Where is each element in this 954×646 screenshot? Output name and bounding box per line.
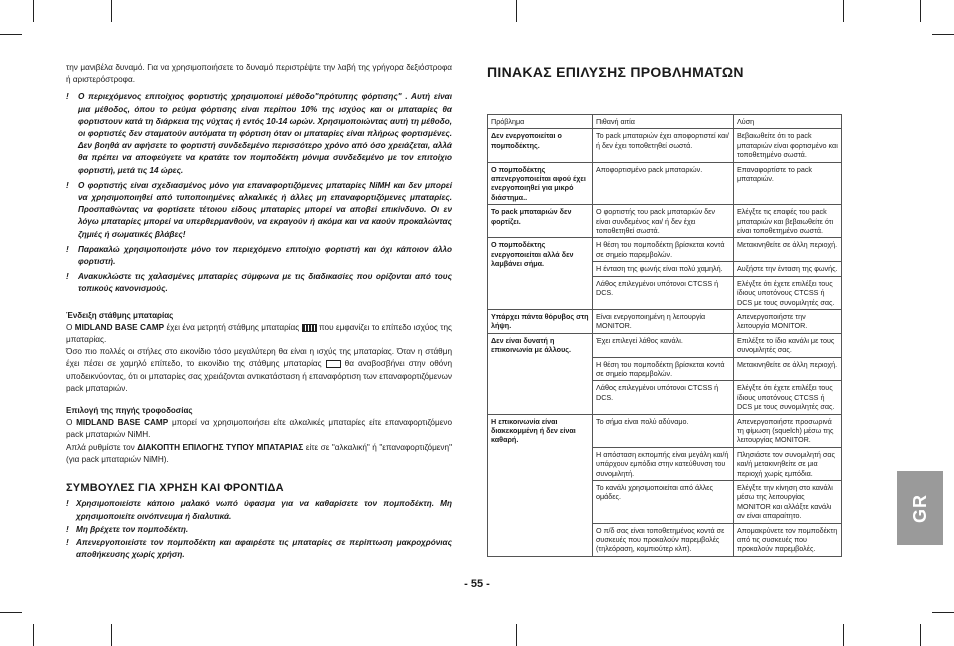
left-column: [66, 62, 452, 562]
table-row: Δεν είναι δυνατή η επικοινωνία με άλλους. Έχει επιλεγεί λάθος κανάλι. Επιλέξτε το ίδιο κανάλι με τους συνομιλητές σας.: [488, 333, 842, 357]
crop-mark: [111, 0, 112, 22]
table-row: Η επικοινωνία είναι διακεκομμένη ή δεν είναι καθαρή. Το σήμα είναι πολύ αδύναμο. Απενεργοποιήστε προσωρινά τη φίμωση (squelch) μέσω της λειτουργίας MONITOR.: [488, 414, 842, 447]
table-row: Η απόσταση εκπομπής είναι μεγάλη και/ή υπάρχουν εμπόδια στην κατεύθυνση του συνομιλητή. Πλησιάστε τον συνομιλητή σας και/ή μετακινηθείτε σε μια περιοχή χωρίς εμπόδια.: [488, 447, 842, 480]
table-header-row: [488, 115, 842, 129]
crop-mark: [920, 0, 921, 22]
care-tips: [66, 498, 452, 561]
care-tip: ! Μη βρέχετε τον πομποδέκτη.: [66, 524, 452, 536]
warning-note: ! Ο φορτιστής είναι σχεδιασμένος μόνο για επαναφορτιζόμενες μπαταρίες NiMH και δεν μπορεί να χρησιμοποιηθεί από τυποποιημένες αλκαλικές ή άλλες μη επαναφορτιζόμενες μπαταρίες. Προσπαθώντας να φορτίσετε τέτοιου είδους μπαταρίες μπορεί να αποβεί επικίνδυνο. Οι εν λόγω μπαταρίες μπορεί να υπερθερμανθούν, να εκραγούν ή ακόμα και να καούν προκαλώντας ζημιές ή σωματικές βλάβες!: [66, 180, 452, 241]
troubleshooting-title: ΠΙΝΑΚΑΣ ΕΠΙΛΥΣΗΣ ΠΡΟΒΛΗΜΑΤΩΝ: [487, 64, 744, 80]
table-row: Η θέση του πομποδέκτη βρίσκεται κοντά σε σημείο παρεμβολών. Μετακινηθείτε σε άλλη περιοχή.: [488, 357, 842, 381]
warning-note: ! Παρακαλώ χρησιμοποιήστε μόνο τον περιεχόμενο επιτοίχιο φορτιστή και όχι κάποιον άλλο φορτιστή.: [66, 244, 452, 268]
header-cause: Πιθανή αιτία: [593, 115, 734, 129]
crop-mark: [0, 612, 22, 613]
exclamation-icon: !: [66, 499, 69, 509]
table-row: Ο πομποδέκτης απενεργοποιείται αφού έχει ενεργοποιηθεί για μικρό διάστημα.. Αποφορτισμένο pack μπαταριών. Επαναφορτίστε το pack μπαταριών.: [488, 162, 842, 205]
crop-mark: [516, 0, 517, 22]
care-tip: ! Απενεργοποιείστε τον πομποδέκτη και αφαιρέστε τις μπαταρίες σε περίπτωση μακροχρόνιας αποθήκευσης χωρίς χρήση.: [66, 537, 452, 561]
crop-mark: [932, 34, 954, 35]
table-row: Η ένταση της φωνής είναι πολύ χαμηλή. Αυξήστε την ένταση της φωνής.: [488, 262, 842, 276]
header-problem: Πρόβλημα: [488, 115, 593, 129]
crop-mark: [843, 0, 844, 22]
page-number: - 55 -: [464, 578, 490, 590]
warning-note: ! Ο περιεχόμενος επιτοίχιος φορτιστής χρησιμοποιεί μέθοδο"πρότυπης φόρτισης" . Αυτή είναι μια μέθοδος, όπου το ρεύμα φόρτισης είναι περίπου 10% της ισχύος και οι μπαταρίες θα φορτιστουν κατά τη διάρκεια της νύχτας ή εντός 10-14 ωρών. Χρησιμοποιώντας αυτή τη μέθοδο, οι φορτιστές δεν σταματούν αυτόματα τη φόρτιση όταν οι μπαταρίες είναι πλήρως φορτισμένες. Δεν βοηθά αν αφήσετε το φορτιστή συνδεδεμένο περισσότερο χρόνο από όσο χρειάζεται, αλλά θα πρέπει να αποφεύγετε να κρατάτε τον πομποδέκτη μόνιμα συνδεδεμένο με τον επιτοίχιο φορτιστή, μετά τις 14 ώρες.: [66, 91, 452, 176]
intro-paragraph: την μανιβέλα δυναμό. Για να χρησιμοποιήσετε το δυναμό περιστρέψτε την λαβή της γρήγορα δεξιόστροφα ή αριστερόστροφα.: [66, 63, 452, 85]
table-row: Λάθος επιλεγμένοι υπότονοι CTCSS ή DCS. Ελέγξτε ότι έχετε επιλέξει τους ίδιους υποτόνους CTCSS ή DCS με τους συνομιλητές σας.: [488, 381, 842, 414]
power-switch-paragraph: Απλά ρυθμίστε τον ΔΙΑΚΟΠΤΗ ΕΠΙΛΟΓΗΣ ΤΥΠΟΥ ΜΠΑΤΑΡΙΑΣ είτε σε "αλκαλική" ή "επαναφορτιζόμενη" (για pack μπαταριών NiMH).: [66, 442, 452, 464]
language-tab: [897, 471, 943, 545]
crop-mark: [843, 624, 844, 646]
exclamation-icon: !: [66, 537, 69, 547]
care-tip: ! Χρησιμοποιείστε κάποιο μαλακό νωπό ύφασμα για να καθαρίσετε τον πομποδέκτη. Μη χρησιμοποιείτε οινόπνευμα ή διαλυτικά.: [66, 498, 452, 522]
battery-full-icon: [302, 324, 317, 332]
crop-mark: [516, 624, 517, 646]
exclamation-icon: !: [66, 272, 69, 282]
exclamation-icon: !: [66, 244, 69, 254]
crop-mark: [932, 612, 954, 613]
exclamation-icon: !: [66, 92, 69, 102]
language-tab-label: GR: [909, 493, 930, 523]
care-heading: ΣΥΜΒΟΥΛΕΣ ΓΙΑ ΧΡΗΣΗ ΚΑΙ ΦΡΟΝΤΙΔΑ: [66, 482, 284, 495]
table-row: Δεν ενεργοποιείται ο πομποδέκτης. Το pack μπαταριών έχει αποφορτιστεί και/ ή δεν έχει τοποθετηθεί σωστά. Βεβαιωθείτε ότι το pack μπαταριών είναι φορτισμένο και τοποθετημένο σωστά.: [488, 129, 842, 162]
header-solution: Λύση: [734, 115, 842, 129]
table-row: Υπάρχει πάντα θόρυβος στη λήψη. Είναι ενεργοποιημένη η λειτουργία MONITOR. Απενεργοποιήστε την λειτουργία MONITOR.: [488, 309, 842, 333]
crop-mark: [920, 624, 921, 646]
power-source-paragraph: Ο MIDLAND BASE CAMP μπορεί να χρησιμοποιήσει είτε αλκαλικές μπαταρίες είτε επαναφορτιζόμενο pack μπαταριών NiMH.: [66, 418, 452, 440]
battery-level-paragraph: Ο MIDLAND BASE CAMP έχει ένα μετρητή στάθμης μπαταρίας που εμφανίζει το επίπεδο ισχύος της μπαταρίας.: [66, 322, 452, 345]
power-source-heading: Επιλογή της πηγής τροφοδοσίας: [66, 406, 193, 416]
crop-mark: [0, 34, 22, 35]
table-row: Το κανάλι χρησιμοποιείται από άλλες ομάδες. Ελέγξτε την κίνηση στο κανάλι μέσω της λειτουργίας MONITOR και αλλάξτε κανάλι αν είναι απαραίτητο.: [488, 481, 842, 524]
battery-level-heading: Ένδειξη στάθμης μπαταρίας: [66, 310, 174, 320]
crop-mark: [111, 624, 112, 646]
battery-empty-icon: [326, 360, 341, 368]
table-row: Ο πομποδέκτης ενεργοποιείται αλλά δεν λαμβάνει σήμα. Η θέση του πομποδέκτη βρίσκεται κοντά σε σημείο παρεμβολών. Μετακινηθείτε σε άλλη περιοχή.: [488, 238, 842, 262]
table-row: Λάθος επιλεγμένοι υπότονοι CTCSS ή DCS. Ελέγξτε ότι έχετε επιλέξει τους ίδιους υποτόνους CTCSS ή DCS με τους συνομιλητές σας.: [488, 276, 842, 309]
exclamation-icon: !: [66, 180, 69, 190]
crop-mark: [33, 0, 34, 22]
battery-low-paragraph: Όσο πιο πολλές οι στήλες στο εικονίδιο τόσο μεγαλύτερη θα είναι η ισχύς της μπαταρίας. Όταν η στάθμη έχει πέσει σε χαμηλό επίπεδο, το εικονίδιο της στάθμης μπαταρίας θα αναβοσβήνει στην οθόνη υποδεικνύοντας, ότι οι μπαταρίες σας χρειάζονται αντικατάσταση ή επαναφόρτιση των επαναφορτιζόμενων pack μπαταριών.: [66, 347, 452, 393]
exclamation-icon: !: [66, 524, 69, 534]
warning-note: ! Ανακυκλώστε τις χαλασμένες μπαταρίες σύμφωνα με τις διαδικασίες που ορίζονται από τους τοπικούς κανονισμούς.: [66, 271, 452, 295]
troubleshooting-table: [487, 114, 842, 557]
crop-mark: [33, 624, 34, 646]
table-row: Το pack μπαταριών δεν φορτίζει. Ο φορτιστής του pack μπαταριών δεν είναι συνδεμένος και/ ή δεν έχει τοποθετηθεί σωστά. Ελέγξτε τις επαφές του pack μπαταριών και βεβαιωθείτε ότι είναι τοποθετημένο σωστά.: [488, 205, 842, 238]
table-row: Ο π/δ σας είναι τοποθετημένος κοντά σε συσκευές που προκαλούν παρεμβολές (τηλεόραση, κομπιούτερ κλπ). Απομακρύνετε τον πομποδέκτη από τις συσκευές που προκαλούν παρεμβολές.: [488, 523, 842, 556]
warning-notes: [66, 91, 452, 295]
